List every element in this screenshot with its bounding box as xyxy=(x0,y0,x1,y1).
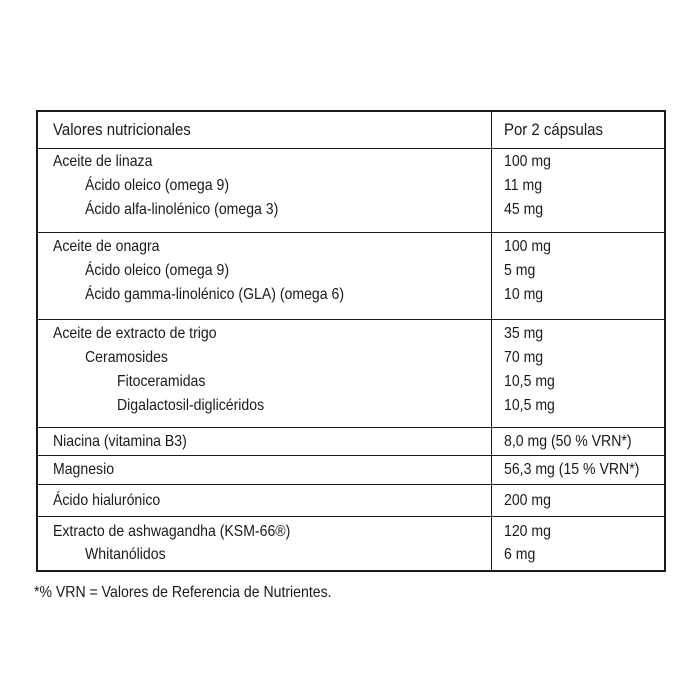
ingredient-amount: 200 mg xyxy=(504,492,551,509)
ingredient-amount: 35 mg xyxy=(504,325,544,342)
sub-sub-ingredient-name: Digalactosil-diglicéridos xyxy=(117,397,265,414)
name-cell xyxy=(53,233,483,319)
value-cell xyxy=(504,517,664,570)
ingredient-amount: 56,3 mg (15 % VRN*) xyxy=(504,461,640,478)
ingredient-amount: 5 mg xyxy=(504,262,536,279)
sub-ingredient-name: Ceramosides xyxy=(85,349,168,366)
ingredient-name: Aceite de linaza xyxy=(53,153,153,170)
sub-ingredient-name: Ácido oleico (omega 9) xyxy=(85,262,230,279)
name-cell xyxy=(53,149,483,232)
value-cell xyxy=(504,233,664,319)
name-cell xyxy=(53,428,483,455)
value-cell xyxy=(504,320,664,427)
name-cell xyxy=(53,320,483,427)
column-divider xyxy=(491,517,492,570)
sub-ingredient-name: Ácido gamma-linolénico (GLA) (omega 6) xyxy=(85,286,345,303)
name-cell xyxy=(53,485,483,516)
value-cell xyxy=(504,485,664,516)
ingredient-amount: 11 mg xyxy=(504,177,543,194)
table-row-group-trigo xyxy=(38,320,664,428)
ingredient-name: Magnesio xyxy=(53,461,115,478)
ingredient-amount: 10 mg xyxy=(504,286,544,303)
column-divider xyxy=(491,320,492,427)
table-row-hialuronico xyxy=(38,485,664,517)
table-header-row xyxy=(38,112,664,149)
value-cell xyxy=(504,428,664,455)
ingredient-amount: 45 mg xyxy=(504,201,544,218)
ingredient-amount: 100 mg xyxy=(504,153,551,170)
ingredient-name: Aceite de onagra xyxy=(53,238,160,255)
table-row-group-onagra xyxy=(38,233,664,320)
ingredient-amount: 70 mg xyxy=(504,349,544,366)
ingredient-amount: 100 mg xyxy=(504,238,551,255)
ingredient-amount: 6 mg xyxy=(504,546,536,563)
header-name-cell xyxy=(53,112,483,148)
sub-ingredient-name: Ácido oleico (omega 9) xyxy=(85,177,230,194)
header-value-label: Por 2 cápsulas xyxy=(504,120,603,139)
footnote: *% VRN = Valores de Referencia de Nutrientes. xyxy=(34,584,332,601)
sub-ingredient-name: Whitanólidos xyxy=(85,546,166,563)
ingredient-amount: 8,0 mg (50 % VRN*) xyxy=(504,433,632,450)
ingredient-name: Extracto de ashwagandha (KSM-66®) xyxy=(53,523,291,540)
column-divider xyxy=(491,428,492,455)
ingredient-name: Niacina (vitamina B3) xyxy=(53,433,187,450)
table-row-magnesio xyxy=(38,456,664,485)
name-cell xyxy=(53,456,483,484)
value-cell xyxy=(504,149,664,232)
table-row-group-ashwagandha xyxy=(38,517,664,570)
table-row-niacina xyxy=(38,428,664,456)
header-value-cell xyxy=(504,112,664,148)
column-divider xyxy=(491,112,492,148)
ingredient-amount: 10,5 mg xyxy=(504,397,555,414)
value-cell xyxy=(504,456,664,484)
column-divider xyxy=(491,149,492,232)
ingredient-name: Ácido hialurónico xyxy=(53,492,161,509)
column-divider xyxy=(491,485,492,516)
name-cell xyxy=(53,517,483,570)
ingredient-amount: 120 mg xyxy=(504,523,551,540)
column-divider xyxy=(491,456,492,484)
sub-ingredient-name: Ácido alfa-linolénico (omega 3) xyxy=(85,201,279,218)
ingredient-name: Aceite de extracto de trigo xyxy=(53,325,217,342)
header-name-label: Valores nutricionales xyxy=(53,120,191,139)
table-row-group-linaza xyxy=(38,149,664,233)
nutrition-table xyxy=(36,110,666,572)
column-divider xyxy=(491,233,492,319)
sub-sub-ingredient-name: Fitoceramidas xyxy=(117,373,206,390)
ingredient-amount: 10,5 mg xyxy=(504,373,555,390)
